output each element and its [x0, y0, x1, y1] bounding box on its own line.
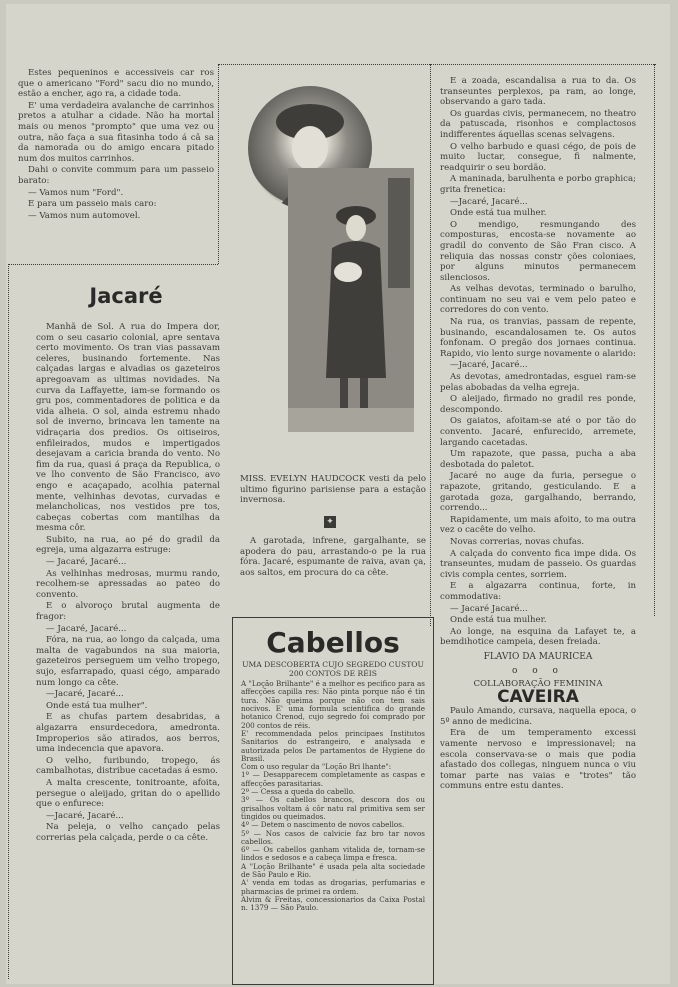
section-separator: o o o: [512, 666, 564, 677]
paragraph: O velho barbudo e quasi cégo, de pois de muito luctar, consegue, fi nalmente, readquirir o seu bordão.: [440, 141, 636, 173]
paragraph: O mendigo, resmungando des composturas, encosta-se novamente ao gradil do convento de São Fran cisco. A reliquia das nossas constr ções coloniaes, por alguns minutos permanecem silenciosos.: [440, 219, 636, 283]
magazine-page: [6, 4, 670, 984]
ad-line: 2º — Cessa a queda do cabello.: [241, 787, 356, 797]
ad-line: E' recommendada pelos principaes Institutos Sanitarios do estrangeiro, e analysada e autorizada pelos De partamentos de Hygiene do Brasil.: [241, 728, 425, 763]
left-column-rule: [218, 64, 219, 264]
paragraph: Era de um temperamento excessi vamente nervoso e impressionavel; na escola conservava-se o mais que podia afastado dos collegas, ninguem nunca o viu tomar parte nas vaias e "trotes" tão communs entre estu dantes.: [440, 728, 636, 792]
paragraph: As velhinhas medrosas, murmu rando, recolhem-se apressadas ao pateo do convento.: [36, 568, 220, 600]
paragraph: Estes pequeninos e accessiveis car ros que o americano "Ford" sacu dio no mundo, estão a encher, ago ra, a cidade toda.: [18, 68, 214, 100]
paragraph: Fóra, na rua, ao longo da calçada, uma malta de vagabundos na sua maioria, gazeteiros perseguem um velho tropego, sujo, esfarrapado, quasi cégo, amparado num longo ca cête.: [36, 635, 220, 688]
paragraph: — Vamos num "Ford".: [28, 187, 124, 198]
paragraph: E a zoada, escandalisa a rua to da. Os transeuntes perplexos, pa ram, ao longe, observando a garo tada.: [440, 76, 636, 108]
jacare-left-rule: [8, 264, 9, 979]
paragraph: O aleijado, firmado no gradil res ponde, descompondo.: [440, 394, 636, 415]
cabellos-advertisement: [232, 617, 434, 985]
paragraph: Ao longe, na esquina da Lafayet te, a bemdihotice campeia, desen freiada.: [440, 626, 636, 648]
paragraph: As velhas devotas, terminado o barulho, continuam no seu vai e vem pelo pateo e corredores do con vento.: [440, 284, 636, 316]
paragraph: E o alvoroço brutal augmenta de fragor:: [36, 601, 220, 623]
paragraph: Os gaiatos, afoitam-se até o por tão do convento. Jacaré, enfurecido, arremete, largando cacetadas.: [440, 416, 636, 448]
paragraph: — Jacaré, Jacaré...: [46, 623, 127, 634]
paragraph: E para um passeio mais caro:: [28, 199, 157, 210]
ford-article: [18, 68, 214, 222]
paragraph: —Jacaré, Jacaré...: [450, 360, 528, 371]
top-rule: [218, 64, 656, 65]
paragraph: Onde está tua mulher.: [450, 615, 547, 626]
paragraph: —Jacaré, Jacaré...: [46, 689, 124, 700]
paragraph: — Jacaré Jacaré...: [450, 603, 528, 614]
ad-line: Com o uso regular da "Loção Bri lhante":: [241, 762, 392, 772]
photo-caption: MISS. EVELYN HAUDCOCK vesti da pelo ultimo figurino parisiense para a estação invernosa.: [240, 474, 426, 506]
right-column-rule: [654, 64, 655, 616]
ad-line: 5º — Nos casos de calvicie faz bro tar novos cabellos.: [241, 828, 425, 846]
paragraph: As devotas, amedrontadas, esguei ram-se pelas abobadas da velha egreja.: [440, 372, 636, 393]
portrait-photo-full: [288, 168, 414, 432]
paragraph: Dahi o convite commum para um passeio barato:: [18, 165, 214, 186]
jacare-right-column: [440, 76, 636, 793]
ad-line: A' venda em todas as drogarias, perfumarias e pharmacias de primei ra ordem.: [241, 878, 425, 896]
paragraph: Na rua, os tranvias, passam de repente, businando, escandalosamen te. Os autos fonfonam. O pregão dos jornaes continua. Rapido, vio lento surge novamente o alarido:: [440, 317, 636, 359]
paragraph: A malta crescente, tonitroante, afoita, persegue o aleijado, gritan do o apellido que o enfurece:: [36, 777, 220, 810]
paragraph: E a algazarra continua, forte, in commodativa:: [440, 581, 636, 602]
jacare-title: Jacaré: [89, 284, 163, 308]
jacare-article: [36, 322, 220, 845]
ad-line: 6º — Os cabellos ganham vitalida de, tornam-se lindos e sedosos e a cabeça limpa e fresca.: [241, 845, 425, 863]
paragraph: Paulo Amando, cursava, naquella epoca, o 5º anno de medicina.: [440, 706, 636, 727]
ad-line: 4º — Detem o nascimento de novos cabellos.: [241, 820, 405, 830]
paragraph: Os guardas civis, permanecem, no theatro da patuscada, risonhos e complactosos indifferentes áquellas scenas selvagens.: [440, 108, 636, 140]
paragraph: Manhã de Sol. A rua do Impera dor, com o seu casario colonial, apre sentava certo movimento. Os tran vias passavam celeres, businando fortemente. Nas calçadas largas e alvadias os gazeteiros apregoavam as ultimas novidades. Na curva da Laffayette, iam-se formando os gru pos, commentadores de politica e da vida alheia. O sol, ainda estremu nhado sol de inverno, brincava len tamente na vidraçaria dos predios. Os oitiseiros, enfileirados, mudos e impertigados desejavam a caricia branda do vento. No fim da rua, quasi á praça da Republica, o ve lho convento de São Francisco, avo engo e acaçapado, acolhia paternal mente, velhinhas devotas, curvadas e melancholicas, nos vestidos pre tos, cabeças cobertas com mantilhas da mesma côr.: [36, 322, 220, 534]
paragraph: A garotada, infrene, gargalhante, se apodera do pau, arrastando-o pe la rua fóra. Jacaré, espumante de raiva, avan ça, aos saltos, em procura do ca cête.: [240, 536, 426, 578]
paragraph: Onde está tua mulher".: [46, 700, 148, 711]
middle-column-rule: [430, 64, 431, 626]
paragraph: —Jacaré, Jacaré...: [46, 810, 124, 821]
paragraph: Jacaré no auge da furia, persegue o rapazote, gritando, gesticulando. E a garotada goza, gargalhando, berrando, correndo...: [440, 471, 636, 514]
paragraph: O velho, furibundo, tropego, ás cambalhotas, distribue cacetadas á esmo.: [36, 755, 220, 777]
paragraph: E' uma verdadeira avalanche de carrinhos pretos a atulhar a cidade. Não ha mortal mais ou menos "prompto" que uma vez ou outra, não faça a sua fitasinha todo á câ sa da namorada ou do amigo encara pitado num dos muitos carrinhos.: [18, 100, 214, 164]
paragraph: Na peleja, o velho cançado pelas correrias pela calçada, perde o ca cête.: [36, 822, 220, 843]
paragraph: — Vamos num automovel.: [28, 210, 141, 221]
paragraph: Subito, na rua, ao pé do gradil da egreja, uma algazarra estruge:: [36, 534, 220, 556]
paragraph: Novas correrias, novas chufas.: [450, 536, 585, 547]
jacare-continued: [240, 536, 426, 579]
ad-subtitle: UMA DESCOBERTA CUJO SEGREDO CUSTOU 200 CONTOS DE RÉIS: [242, 660, 424, 678]
paragraph: —Jacaré, Jacaré...: [450, 196, 528, 207]
paragraph: Onde está tua mulher.: [450, 208, 547, 219]
ad-title: Cabellos: [266, 626, 400, 659]
caveira-title: CAVEIRA: [497, 686, 579, 707]
author-signature: FLAVIO DA MAURICEA: [483, 651, 593, 662]
star-ornament-icon: ✦: [324, 516, 336, 528]
ad-line: Alvim & Freitas, concessionarios da Caixa Postal n. 1379 — São Paulo.: [241, 894, 425, 913]
paragraph: Um rapazote, que passa, pucha a aba desbotada do paletot.: [440, 449, 636, 470]
ad-line: A "Loção Brilhante" é a melhor es pecifico para as affecções capilla res: Não pinta porque não é tin tura. Não queima porque não con tem sais nocivos. E' uma formula scientifica do grande botanico Crenod, cujo segredo foi comprado por 200 contos de réis.: [241, 679, 425, 730]
ad-line: 1º — Desapparecem completamente as caspas e affecções parasitarias.: [241, 770, 425, 788]
paragraph: — Jacaré, Jacaré...: [46, 557, 127, 568]
ad-body: [241, 680, 425, 912]
paragraph: A maninada, barulhenta e porbo graphica; grita freneticа:: [440, 174, 636, 195]
jacare-top-rule: [8, 264, 218, 265]
paragraph: A calçada do convento fica impe dida. Os transeuntes, mudam de passeio. Os guardas civis compla centes, sorriem.: [440, 548, 636, 580]
ad-line: A "Loção Brilhante" é usada pela alta sociedade de São Paulo e Rio.: [241, 861, 425, 880]
ad-line: 3º — Os cabellos brancos, descora dos ou grisalhos voltam á côr natu ral primitiva sem ser tingidos ou queimados.: [241, 795, 425, 821]
paragraph: E as chufas partem desabridas, a algazarra ensurdecedora, amedronta. Improperios são atirados, aos berros, uma indecencia que apavora.: [36, 712, 220, 755]
paragraph: Rapidamente, um mais afoito, to ma outra vez o cacête do velho.: [440, 514, 636, 536]
section-label: COLLABORAÇÃO FEMININA: [473, 679, 603, 690]
